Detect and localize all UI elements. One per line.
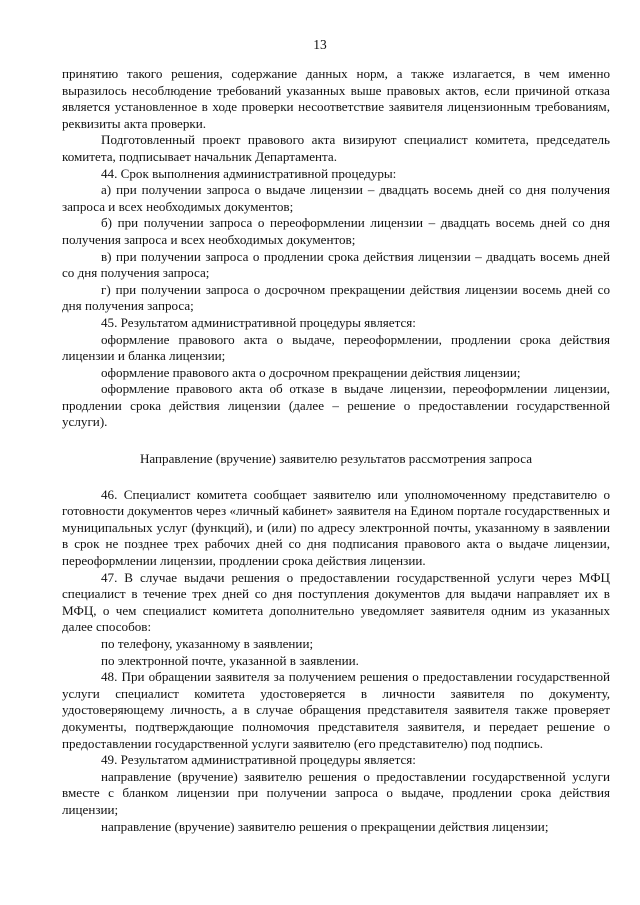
paragraph: в) при получении запроса о продлении срока действия лицензии – двадцать восемь дней со дня получения запроса; xyxy=(62,248,610,281)
paragraph: принятию такого решения, содержание данных норм, а также излагается, в чем именно выразилось несоблюдение требований указанных выше правовых актов, если причиной отказа является установленное в ходе проверки несоответствие заявителя лицензионным требованиям, реквизиты акта проверки. xyxy=(62,66,610,131)
paragraph: 48. При обращении заявителя за получением решения о предоставлении государственной услуги специалист комитета удостоверяется в личности заявителя по документу, удостоверяющему личность, а в случае обращения представителя заявителя также проверяет документы, подтверждающие полномочия представителя заявителя, и передает решение о предоставлении государственной услуги заявителю (его представителю) под подпись. xyxy=(62,669,610,751)
paragraph: а) при получении запроса о выдаче лицензии – двадцать восемь дней со дня получения запроса и всех необходимых документов; xyxy=(62,182,610,214)
paragraph: оформление правового акта о выдаче, переоформлении, продлении срока действия лицензии и бланка лицензии; xyxy=(62,331,610,364)
paragraph: г) при получении запроса о досрочном прекращении действия лицензии восемь дней со дня получения запроса; xyxy=(62,281,610,314)
paragraph: по телефону, указанному в заявлении; xyxy=(101,636,314,651)
paragraph: 46. Специалист комитета сообщает заявителю или уполномоченному представителю о готовности документов через «личный кабинет» заявителя на Едином портале государственных и муниципальных услуг (функций), и (или) по адресу электронной почты, указанному в заявлении в срок не позднее трех рабочих дней со дня подписания правового акта о выдаче лицензии, переоформлении лицензии, продлении срока действия лицензии. xyxy=(62,486,610,569)
paragraph: 49. Результатом административной процедуры является: xyxy=(101,752,416,768)
paragraph: оформление правового акта о досрочном прекращении действия лицензии; xyxy=(101,364,521,380)
paragraph: Подготовленный проект правового акта визируют специалист комитета, председатель комитета, подписывает начальник Департамента. xyxy=(62,132,610,164)
paragraph: б) при получении запроса о переоформлении лицензии – двадцать восемь дней со дня получения запроса и всех необходимых документов; xyxy=(62,215,610,247)
paragraph: направление (вручение) заявителю решения о прекращении действия лицензии; xyxy=(101,818,549,834)
page-number: 13 xyxy=(313,37,327,52)
section-heading: Направление (вручение) заявителю результатов рассмотрения запроса xyxy=(139,451,533,467)
body-text xyxy=(62,66,610,835)
paragraph: 45. Результатом административной процедуры является: xyxy=(101,314,416,330)
paragraph: по электронной почте, указанной в заявлении. xyxy=(101,652,359,668)
paragraph: 44. Срок выполнения административной процедуры: xyxy=(101,165,397,181)
paragraph: оформление правового акта об отказе в выдаче лицензии, переоформлении лицензии, продлении срока действия лицензии (далее – решение о предоставлении государственной услуги). xyxy=(62,381,610,430)
paragraph: 47. В случае выдачи решения о предоставлении государственной услуги через МФЦ специалист в течение трех дней со дня поступления документов для выдачи направляет их в МФЦ, о чем специалист комитета дополнительно уведомляет заявителя одним из указанных далее способов: xyxy=(62,569,610,635)
paragraph: направление (вручение) заявителю решения о предоставлении государственной услуги вместе с бланком лицензии при получении запроса о выдаче, продлении срока действия лицензии; xyxy=(62,768,610,817)
